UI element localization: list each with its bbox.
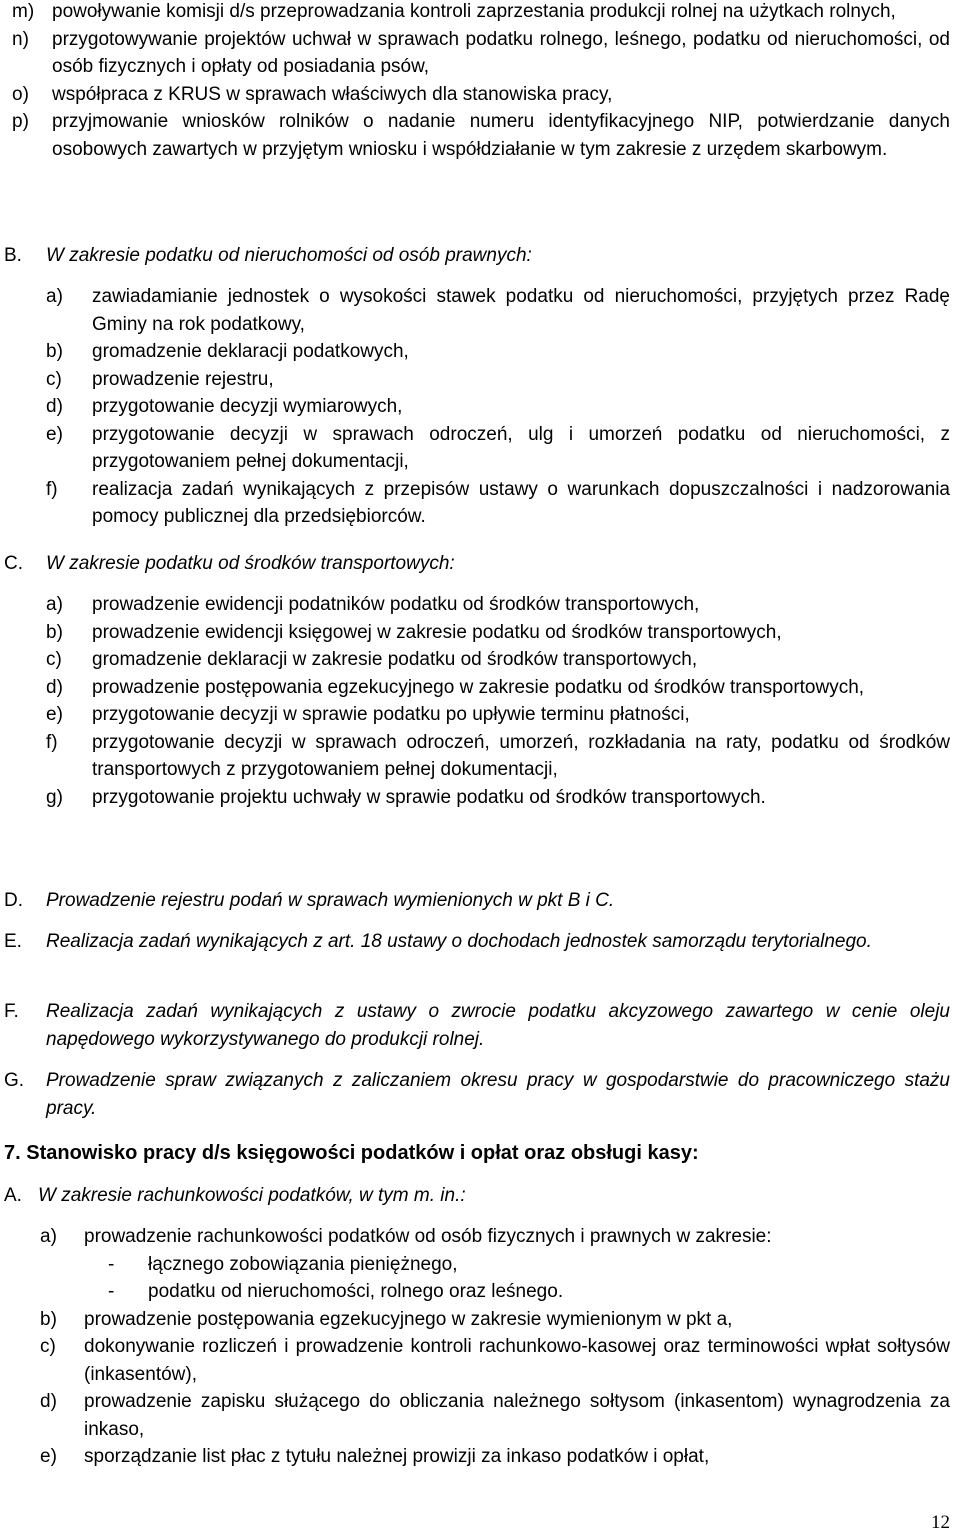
item-label: f) — [46, 478, 58, 500]
list-item — [0, 26, 960, 81]
item-text: prowadzenie ewidencji podatników podatku od środków transportowych, — [92, 594, 700, 615]
item-text: powoływanie komisji d/s przeprowadzania kontroli zaprzestania produkcji rolnej na użytkach rolnych, — [52, 1, 896, 22]
section-label: C. — [4, 553, 23, 574]
section-7-heading — [0, 1140, 954, 1168]
list-item — [0, 619, 960, 647]
item-text: gromadzenie deklaracji podatkowych, — [92, 341, 409, 362]
list-item — [0, 701, 960, 729]
list-item — [0, 1223, 960, 1251]
list-item — [0, 81, 960, 109]
item-label: c) — [46, 649, 62, 670]
item-label: n) — [12, 28, 29, 50]
item-label: c) — [46, 368, 62, 390]
section-a-list — [0, 1223, 960, 1471]
list-item — [0, 1443, 960, 1471]
item-label: b) — [46, 341, 63, 362]
dash-marker: - — [108, 1281, 115, 1302]
section-label: A. — [4, 1185, 22, 1206]
item-text: przyjmowanie wniosków rolników o nadanie numeru identyfikacyjnego NIP, potwierdzanie danych osobowych zawartych w przyjętym wniosku i współdziałanie w tym zakresie z urzędem skarbowym. — [52, 111, 950, 160]
section-text: Realizacja zadań wynikających z ustawy o zwrocie podatku akcyzowego zawartego w cenie oleju napędowego wykorzystywanego do produkcji rolnej. — [46, 1001, 950, 1050]
list-item — [0, 421, 960, 476]
section-text: Realizacja zadań wynikających z art. 18 ustawy o dochodach jednostek samorządu terytorialnego. — [46, 931, 872, 952]
list-item — [0, 393, 960, 421]
section-b-heading — [0, 242, 960, 270]
section-e — [0, 928, 960, 956]
item-text: gromadzenie deklaracji w zakresie podatku od środków transportowych, — [92, 649, 698, 670]
section-b-list — [0, 283, 960, 531]
list-item — [0, 591, 960, 619]
section-a-heading — [0, 1182, 954, 1210]
item-label: a) — [40, 1226, 57, 1247]
section-label: B. — [4, 245, 22, 266]
dash-text: podatku od nieruchomości, rolnego oraz leśnego. — [148, 1281, 564, 1302]
item-text: przygotowanie decyzji w sprawach odroczeń, umorzeń, rozkładania na raty, podatku od środków transportowych z przygotowaniem pełnej dokumentacji, — [92, 731, 950, 780]
section-text: Prowadzenie spraw związanych z zaliczaniem okresu pracy w gospodarstwie do pracowniczego stażu pracy. — [46, 1070, 950, 1119]
list-item — [0, 338, 960, 366]
section-title: W zakresie podatku od nieruchomości od osób prawnych: — [46, 245, 532, 266]
section-title: W zakresie rachunkowości podatków, w tym m. in.: — [38, 1185, 466, 1206]
list-item — [0, 674, 960, 702]
item-text: realizacja zadań wynikających z przepisów ustawy o warunkach dopuszczalności i nadzorowania pomocy publicznej dla przedsiębiorców. — [92, 478, 950, 527]
item-label: e) — [46, 704, 63, 725]
list-item — [0, 1306, 960, 1334]
list-item — [0, 366, 960, 394]
item-label: e) — [46, 423, 63, 445]
section-label: D. — [4, 890, 23, 911]
top-list — [0, 0, 960, 163]
item-text: prowadzenie zapisku służącego do obliczania należnego sołtysom (inkasentom) wynagrodzenia za inkaso, — [84, 1391, 950, 1440]
section-label: F. — [4, 1001, 19, 1022]
item-label: o) — [12, 83, 29, 105]
list-item — [0, 1388, 960, 1443]
list-item — [0, 646, 960, 674]
item-text: prowadzenie ewidencji księgowej w zakresie podatku od środków transportowych, — [92, 621, 782, 643]
list-item — [0, 476, 960, 531]
list-item — [0, 0, 960, 26]
item-label: a) — [46, 286, 63, 307]
item-text: prowadzenie rejestru, — [92, 368, 274, 390]
item-text: dokonywanie rozliczeń i prowadzenie kontroli rachunkowo-kasowej oraz terminowości wpłat sołtysów (inkasentów), — [84, 1336, 950, 1385]
item-label: d) — [46, 676, 63, 698]
item-text: sporządzanie list płac z tytułu należnej prowizji za inkaso podatków i opłat, — [84, 1446, 710, 1467]
list-item — [0, 108, 960, 163]
item-label: g) — [46, 786, 63, 808]
heading-text: Stanowisko pracy d/s księgowości podatków i opłat oraz obsługi kasy: — [26, 1142, 699, 1164]
item-text: zawiadamianie jednostek o wysokości stawek podatku od nieruchomości, przyjętych przez Radę Gminy na rok podatkowy, — [92, 286, 950, 335]
item-label: f) — [46, 731, 58, 753]
item-label: b) — [46, 621, 63, 643]
item-label: c) — [40, 1336, 56, 1357]
list-item — [0, 1333, 960, 1388]
item-label: d) — [46, 396, 63, 417]
section-label: E. — [4, 931, 22, 952]
list-item — [0, 784, 960, 812]
item-label: m) — [12, 1, 35, 22]
section-c-list — [0, 591, 960, 811]
section-title: W zakresie podatku od środków transportowych: — [46, 553, 455, 574]
item-text: współpraca z KRUS w sprawach właściwych dla stanowiska pracy, — [52, 83, 613, 105]
item-text: prowadzenie postępowania egzekucyjnego w zakresie wymienionym w pkt a, — [84, 1308, 733, 1330]
item-text: prowadzenie postępowania egzekucyjnego w zakresie podatku od środków transportowych, — [92, 676, 865, 698]
item-label: e) — [40, 1446, 57, 1467]
item-label: b) — [40, 1308, 57, 1330]
item-text: przygotowywanie projektów uchwał w sprawach podatku rolnego, leśnego, podatku od nieruchomości, od osób fizycznych i opłaty od posiadania psów, — [52, 28, 950, 77]
item-text: przygotowanie decyzji w sprawie podatku po upływie terminu płatności, — [92, 704, 690, 725]
section-f — [0, 998, 960, 1053]
section-c-heading — [0, 550, 960, 578]
item-text: przygotowanie projektu uchwały w sprawie podatku od środków transportowych. — [92, 786, 766, 808]
item-text: przygotowanie decyzji w sprawach odroczeń, ulg i umorzeń podatku od nieruchomości, z przygotowaniem pełnej dokumentacji, — [92, 423, 950, 472]
section-label: G. — [4, 1070, 25, 1091]
section-d — [0, 887, 960, 915]
item-label: d) — [40, 1391, 57, 1412]
item-text: prowadzenie rachunkowości podatków od osób fizycznych i prawnych w zakresie: — [84, 1226, 772, 1247]
dash-text: łącznego zobowiązania pieniężnego, — [148, 1253, 458, 1275]
section-text: Prowadzenie rejestru podań w sprawach wymienionych w pkt B i C. — [46, 890, 615, 911]
dash-marker: - — [108, 1253, 115, 1275]
item-label: p) — [12, 111, 29, 132]
heading-number: 7. — [4, 1142, 21, 1164]
dash-item — [0, 1251, 960, 1279]
item-text: przygotowanie decyzji wymiarowych, — [92, 396, 403, 417]
page-number: 12 — [931, 1511, 950, 1533]
item-label: a) — [46, 594, 63, 615]
dash-item — [0, 1278, 960, 1306]
section-g — [0, 1067, 960, 1122]
list-item — [0, 729, 960, 784]
list-item — [0, 283, 960, 338]
